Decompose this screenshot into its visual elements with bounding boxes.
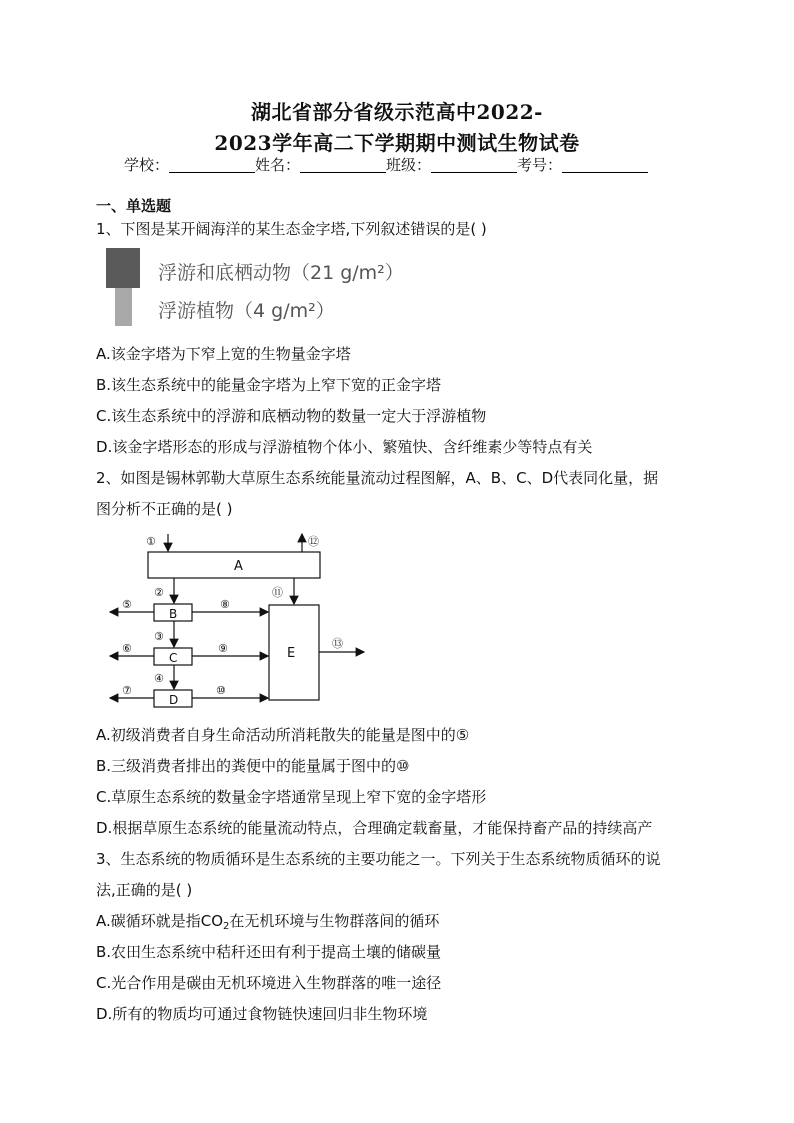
name-label: 姓名： <box>255 156 301 174</box>
q1-pyramid-figure <box>106 248 436 328</box>
num-12: ⑫ <box>308 535 319 548</box>
q3-option-a-sub: 2 <box>223 921 230 932</box>
num-5: ⑤ <box>122 598 132 611</box>
class-blank <box>431 158 517 173</box>
q1-option-a: A.该金字塔为下窄上宽的生物量金字塔 <box>96 345 351 363</box>
q3-option-a-post: 在无机环境与生物群落间的循环 <box>229 912 440 930</box>
name-blank <box>300 158 386 173</box>
label-d: D <box>169 693 179 707</box>
num-7: ⑦ <box>122 684 132 697</box>
label-a: A <box>234 559 243 574</box>
q2-stem-line1: 2、如图是锡林郭勒大草原生态系统能量流动过程图解，A、B、C、D代表同化量，据 <box>96 469 659 487</box>
plant-layer-bar <box>115 288 132 326</box>
class-label: 班级： <box>386 156 432 174</box>
q1-option-b: B.该生态系统中的能量金字塔为上窄下宽的正金字塔 <box>96 376 442 394</box>
animal-layer-label: 浮游和底栖动物（21 g/m²） <box>158 262 404 284</box>
q2-stem-line2: 图分析不正确的是( ) <box>96 500 233 518</box>
exam-number-blank <box>562 158 648 173</box>
num-9: ⑨ <box>218 642 228 655</box>
exam-number-label: 考号： <box>517 156 563 174</box>
q2-option-a: A.初级消费者自身生命活动所消耗散失的能量是图中的⑤ <box>96 726 470 744</box>
section-title: 一、单选题 <box>96 197 172 215</box>
q3-option-d: D.所有的物质均可通过食物链快速回归非生物环境 <box>96 1005 428 1023</box>
num-10: ⑩ <box>216 684 226 697</box>
q1-stem: 1、下图是某开阔海洋的某生态金字塔,下列叙述错误的是( ) <box>96 220 487 238</box>
num-11: ⑪ <box>272 586 283 599</box>
energy-flow-diagram <box>106 530 386 710</box>
num-3: ③ <box>154 630 164 643</box>
q2-option-d: D.根据草原生态系统的能量流动特点，合理确定载畜量，才能保持畜产品的持续高产 <box>96 819 653 837</box>
num-4: ④ <box>154 672 164 685</box>
label-b: B <box>169 607 178 621</box>
q1-option-c: C.该生态系统中的浮游和底栖动物的数量一定大于浮游植物 <box>96 407 487 425</box>
q2-option-c: C.草原生态系统的数量金字塔通常呈现上窄下宽的金字塔形 <box>96 788 487 806</box>
plant-layer-label: 浮游植物（4 g/m²） <box>158 300 335 322</box>
animal-layer-bar <box>106 248 140 288</box>
school-label: 学校： <box>124 156 170 174</box>
q3-stem-line2: 法,正确的是( ) <box>96 881 193 899</box>
num-13: ⑬ <box>332 637 343 650</box>
q2-option-b: B.三级消费者排出的粪便中的能量属于图中的⑩ <box>96 757 410 775</box>
q1-option-d: D.该金字塔形态的形成与浮游植物个体小、繁殖快、含纤维素少等特点有关 <box>96 438 593 456</box>
num-6: ⑥ <box>122 642 132 655</box>
student-info-row <box>124 154 648 175</box>
exam-title-line1: 湖北省部分省级示范高中2022- <box>251 100 543 124</box>
exam-title-line2: 2023学年高二下学期期中测试生物试卷 <box>214 131 580 155</box>
q3-option-a-pre: A.碳循环就是指CO <box>96 912 224 930</box>
q3-option-c: C.光合作用是碳由无机环境进入生物群落的唯一途径 <box>96 974 442 992</box>
label-c: C <box>169 651 178 665</box>
label-e: E <box>287 646 296 661</box>
q3-option-a <box>96 910 439 932</box>
q3-option-b: B.农田生态系统中秸秆还田有利于提高土壤的储碳量 <box>96 943 442 961</box>
school-blank <box>169 158 255 173</box>
num-1: ① <box>146 535 156 548</box>
num-2: ② <box>154 586 164 599</box>
q3-stem-line1: 3、生态系统的物质循环是生态系统的主要功能之一。下列关于生态系统物质循环的说 <box>96 850 661 868</box>
num-8: ⑧ <box>220 598 230 611</box>
